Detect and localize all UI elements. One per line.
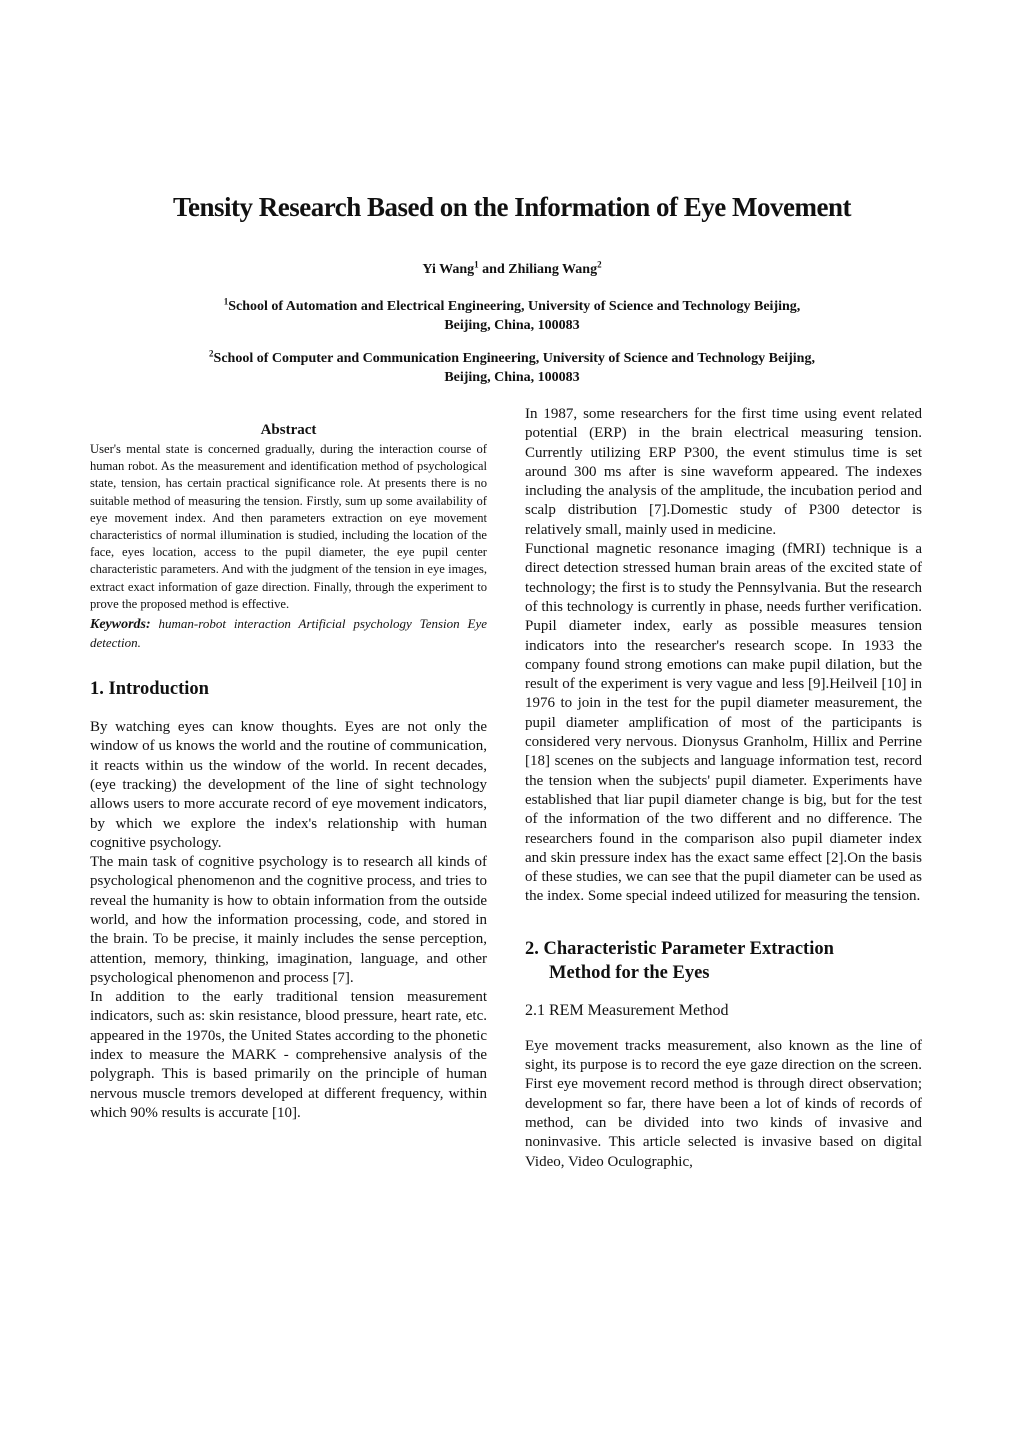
author-superscript: 2 — [597, 259, 602, 270]
body-paragraph: By watching eyes can know thoughts. Eyes are not only the window of us knows the world and the routine of communication, it reacts within us the window of the world. In recent decades, (eye tracking) the development of the line of sight technology allows users to more accurate record of eye movement indicators, by which we explore the index's relationship with human cognitive psychology. — [90, 719, 487, 851]
right-column — [525, 405, 922, 1172]
subsection-heading: 2.1 REM Measurement Method — [525, 1001, 729, 1019]
affiliation-line: School of Computer and Communication Engineering, University of Science and Technology Beijing, — [213, 351, 815, 366]
body-paragraph: Eye movement tracks measurement, also known as the line of sight, its purpose is to record the eye gaze direction on the screen. First eye movement record method is through direct observation; development so far, there have been a lot of kinds of records of method, can be divided into two kinds of invasive and noninvasive. This article selected is invasive based on digital Video, Video Oculographic, — [525, 1037, 922, 1170]
section-heading: 1. Introduction — [90, 679, 209, 700]
section-heading-line: Method for the Eyes — [549, 962, 710, 983]
affiliation-line: Beijing, China, 100083 — [444, 318, 580, 333]
author-connector: and — [482, 262, 505, 277]
keywords-text: human-robot interaction Artificial psychology Tension Eye detection. — [90, 616, 487, 650]
body-paragraph: In addition to the early traditional tension measurement indicators, such as: skin resistance, blood pressure, heart rate, etc. appeared in the 1970s, the United States according to the phonetic index to measure the MARK - comprehensive analysis of the polygraph. This is based primarily on the principle of human nervous muscle tremors developed at different frequency, within which 90% results is accurate [10]. — [90, 989, 487, 1121]
body-paragraph: In 1987, some researchers for the first time using event related potential (ERP) in the brain electrical measuring tension. Currently utilizing ERP P300, the event stimulus time is set around 300 ms after is sine waveform appeared. The indexes including the analysis of the amplitude, the incubation period and scalp distribution [7].Domestic study of P300 detector is relatively small, mainly used in medicine. — [525, 406, 922, 538]
affiliation — [0, 349, 1024, 387]
section-heading-line: 2. Characteristic Parameter Extraction — [525, 938, 834, 959]
keywords-label: Keywords: — [90, 617, 151, 633]
author-name: Yi Wang — [422, 262, 475, 277]
abstract-text: User's mental state is concerned gradually, during the interaction course of human robot. As the measurement and identification method of psychological state, tension, has certain practical significance role. At presents there is no suitable method of measuring the tension. Firstly, sum up some availability of eye movement index. And then parameters extraction on eye movement characteristics of normal illumination is studied, including the location of the face, eyes location, access to the pupil diameter, the eye pupil center characteristic parameters. And with the judgment of the tension in eye images, extract exact information of gaze direction. Finally, through the experiment to prove the proposed method is effective. — [90, 442, 487, 611]
left-column — [90, 422, 487, 1123]
body-paragraph: Functional magnetic resonance imaging (fMRI) technique is a direct detection stressed human brain areas of the excited state of technology; the first is to study the Pennsylvania. But the research of this technology is currently in phase, needs further verification. Pupil diameter index, early as possible measures tension indicators into the researcher's research scope. In 1933 the company found strong emotions can make pupil dilation, but the result of the experiment is very vague and less [9].Heilveil [10] in 1976 to join in the test for the pupil diameter measurement, the pupil diameter amplification of most of the participants is considered very nervous. Dionysus Granholm, Hillix and Perrine [18] scenes on the subjects and language information test, record the tension when the subjects' pupil diameter. Experiments have established that liar pupil diameter change is big, but for the test of the information of the two different and no difference. The researchers found in the comparison also pupil diameter index and skin pressure index has the exact same effect [2].On the basis of these studies, we can see that the pupil diameter can be used as the index. Some special indeed utilized for measuring the tension. — [525, 541, 923, 905]
keywords — [90, 615, 487, 651]
body-paragraph: The main task of cognitive psychology is to research all kinds of psychological phenomenon and the cognitive process, and tries to reveal the humanity is how to obtain information from the outside world, and how the information processing, code, and stored in the brain. To be precise, it mainly includes the sense perception, attention, memory, thinking, imagination, language, and other psychological phenomenon and process [7]. — [90, 854, 487, 986]
affiliation-superscript: 2 — [209, 348, 214, 359]
author-superscript: 1 — [474, 259, 479, 270]
affiliation-line: School of Automation and Electrical Engineering, University of Science and Technology Beijing, — [228, 299, 801, 314]
section-heading — [525, 937, 922, 985]
affiliation — [0, 297, 1024, 335]
paper-title: Tensity Research Based on the Information of Eye Movement — [173, 192, 851, 222]
abstract-heading: Abstract — [260, 422, 317, 438]
author-name: Zhiliang Wang — [508, 262, 598, 277]
affiliation-line: Beijing, China, 100083 — [444, 370, 580, 385]
author-line — [0, 259, 1024, 278]
affiliation-superscript: 1 — [223, 296, 229, 307]
